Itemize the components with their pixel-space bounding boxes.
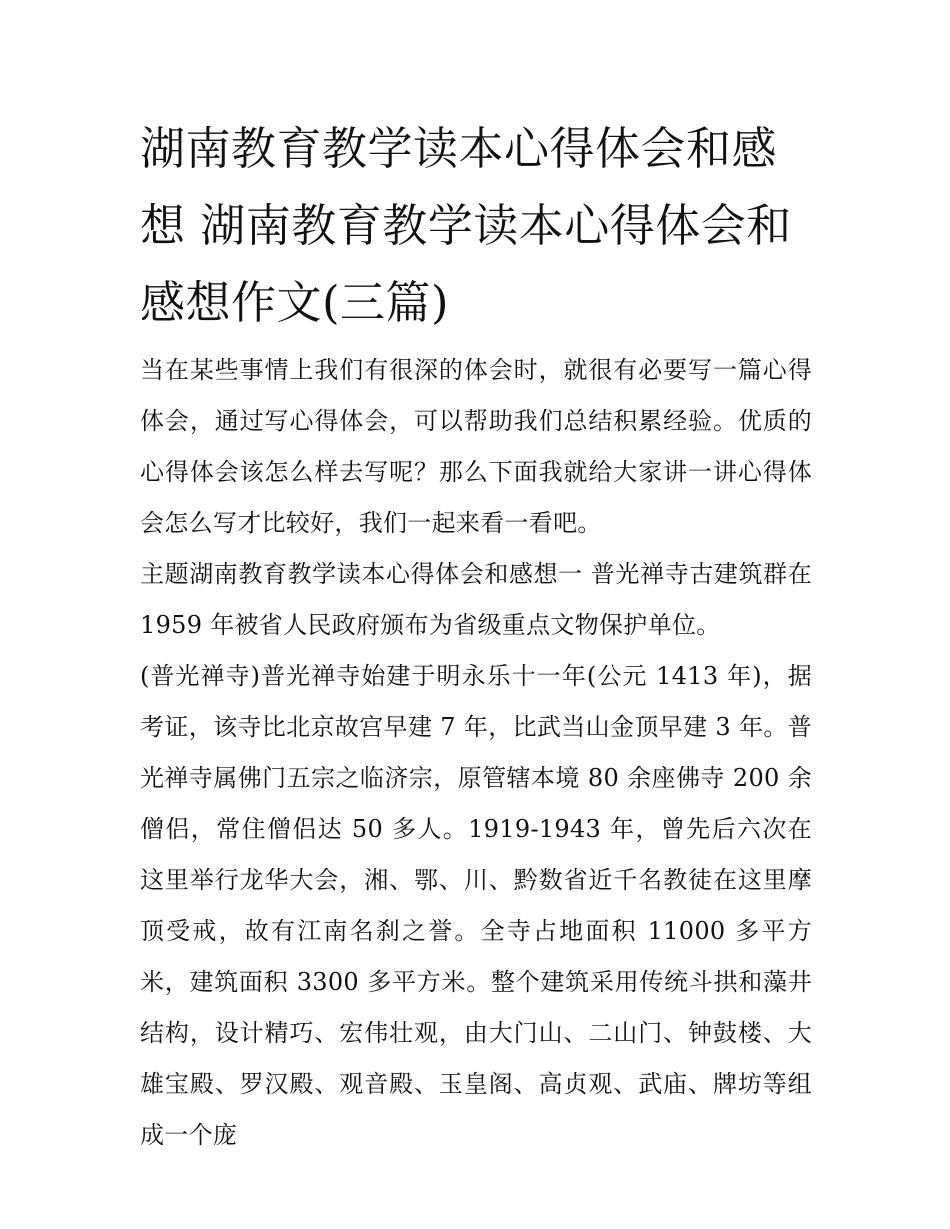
paragraph-temple-history: (普光禅寺)普光禅寺始建于明永乐十一年(公元 1413 年)，据考证，该寺比北京故宫早建 7 年，比武当山金顶早建 3 年。普光禅寺属佛门五宗之临济宗，原管辖本境 80 余座佛寺 200 余僧侣，常住僧侣达 50 多人。1919-1943 年，曾先后六次在这里举行龙华大会，湘、鄂、川、黔数省近千名教徒在这里摩顶受戒，故有江南名刹之誉。全寺占地面积 11000 多平方米，建筑面积 3300 多平方米。整个建筑采用传统斗拱和藻井结构，设计精巧、宏伟壮观，由大门山、二山门、钟鼓楼、大雄宝殿、罗汉殿、观音殿、玉皇阁、高贞观、武庙、牌坊等组成一个庞	[140, 662, 812, 1149]
title-block	[140, 110, 812, 341]
document-title: 湖南教育教学读本心得体会和感想 湖南教育教学读本心得体会和感想作文(三篇)	[140, 122, 792, 329]
paragraph-topic-one: 主题湖南教育教学读本心得体会和感想一 普光禅寺古建筑群在 1959 年被省人民政府颁布为省级重点文物保护单位。	[140, 560, 812, 639]
document-page	[140, 110, 812, 1161]
paragraph-intro: 当在某些事情上我们有很深的体会时，就很有必要写一篇心得体会，通过写心得体会，可以帮助我们总结积累经验。优质的心得体会该怎么样去写呢？那么下面我就给大家讲一讲心得体会怎么写才比较好，我们一起来看一看吧。	[140, 356, 812, 537]
